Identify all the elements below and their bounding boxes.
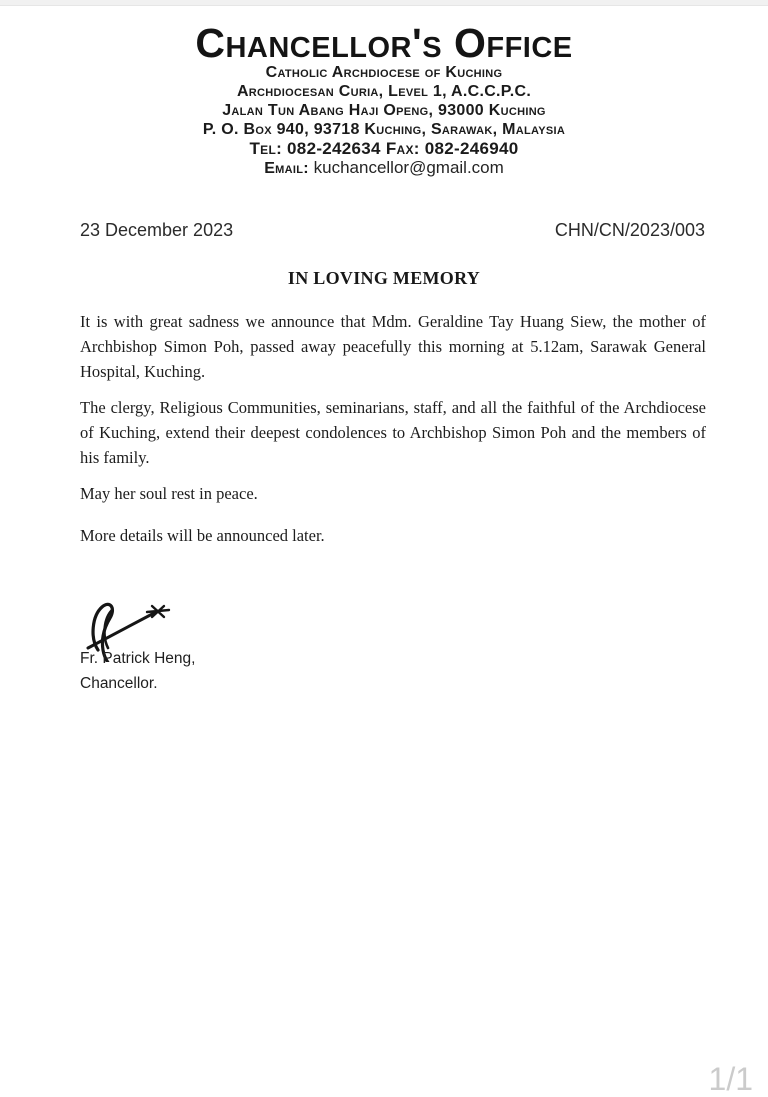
email-address: kuchancellor@gmail.com — [313, 158, 504, 177]
paragraph-condolences: The clergy, Religious Communities, seminarians, staff, and all the faithful of the Archdiocese of Kuching, extend their deepest condolences to Archbishop Simon Poh and the members of his family. — [80, 398, 706, 467]
paragraph-more-details: More details will be announced later. — [80, 526, 325, 545]
signatory-role: Chancellor. — [80, 675, 158, 692]
email-line — [0, 158, 768, 178]
signatory-name: Fr. Patrick Heng, — [80, 650, 196, 667]
org-pobox-line: P. O. Box 940, 93718 Kuching, Sarawak, Malaysia — [202, 121, 566, 138]
org-name-line: Catholic Archdiocese of Kuching — [265, 64, 503, 81]
letterhead — [0, 6, 768, 178]
letter-heading: IN LOVING MEMORY — [287, 268, 481, 288]
meta-row — [0, 220, 768, 241]
tel-fax-line: Tel: 082-242634 Fax: 082-246940 — [249, 139, 519, 158]
org-street-line: Jalan Tun Abang Haji Openg, 93000 Kuching — [222, 102, 546, 119]
paragraph-announcement: It is with great sadness we announce that Mdm. Geraldine Tay Huang Siew, the mother of Archbishop Simon Poh, passed away peacefully this morning at 5.12am, Sarawak General Hospital, Kuching. — [80, 312, 706, 381]
signature-block — [0, 600, 768, 696]
letter-body — [0, 309, 768, 548]
office-title: Chancellor's Office — [195, 20, 573, 66]
page-indicator: 1/1 — [708, 1061, 753, 1097]
paragraph-rest-in-peace: May her soul rest in peace. — [80, 484, 258, 503]
reference-number: CHN/CN/2023/003 — [554, 220, 705, 240]
org-curia-line: Archdiocesan Curia, Level 1, A.C.C.P.C. — [236, 83, 532, 100]
letter-date: 23 December 2023 — [80, 220, 234, 240]
email-label: Email: — [264, 160, 309, 177]
